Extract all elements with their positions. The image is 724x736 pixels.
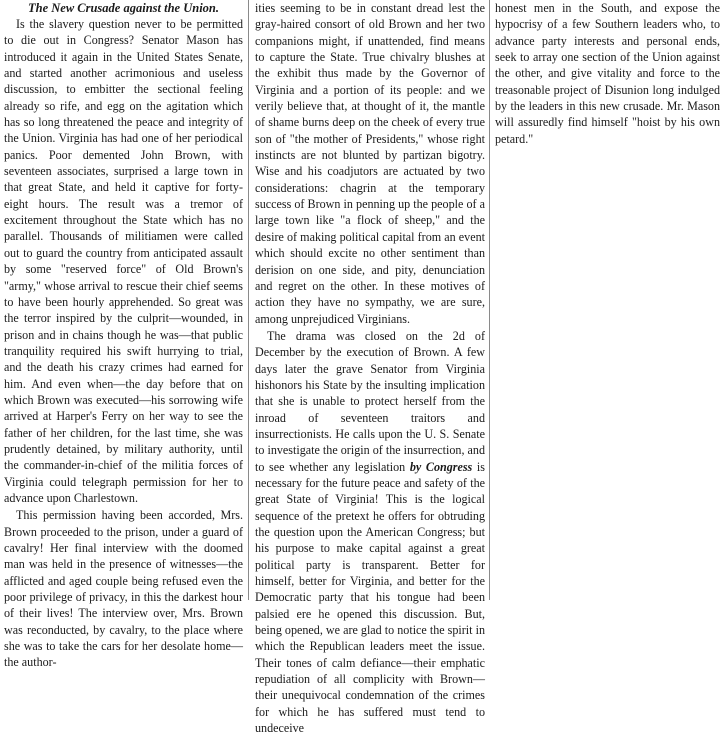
article-headline: The New Crusade against the Union. [27,1,219,15]
paragraph-4-text-a: The drama was closed on the 2d of December by the execution of Brown. A few days later the grave Senator from Virginia hishonors his State by the insulting implication that she is unable to protect herself from the inroad of seventeen traitors and insurrectionists. He calls upon the U. S. Senate to investigate the origin of the insurrection, and to see whether any legislation [255,328,485,474]
paragraph-1: Is the slavery question never to be permitted to die out in Congress? Senator Mason has introduced it again in the United States Senate, and started another acrimonious and useless discussion, to embitter the sectional feeling already so rife, and egg on the agitation which has so long threatened the peace and integrity of the Union. Virginia has had one of her periodical panics. Poor demented John Brown, with seventeen associates, surprised a large town in that great State, and held it captive for forty-eight hours. The result was a tremor of excitement throughout the State which has no parallel. Thousands of militiamen were called out to guard the country from anticipated assault by some "reserved force" of Old Brown's "army," whose arrival to rescue their chief seems to have been hourly apprehended. So great was the terror inspired by the culprit—wounded, in prison and in chains though he was—that public tranquility required his swift hurrying to trial, and the death his crazy crimes had earned for him. And even when—the day before that on which Brown was executed—his sorrowing wife arrived at Harper's Ferry on her way to see the father of her children, for the last time, she was prudently detained, by military authority, until the commander-in-chief of the militia forces of Virginia could telegraph permission for her to advance upon Charlestown. [4,17,243,505]
paragraph-2: This permission having been accorded, Mrs. Brown proceeded to the prison, under a guard of cavalry! Her final interview with the doomed man was held in the presence of witnesses—the afflicted and aged couple being refused even the poor privilege of privacy, in this the darkest hour of their lives! The interview over, Mrs. Brown was reconducted, by cavalry, to the place where she was to take the cars for her desolate home—the author- [4,508,243,670]
article-column-3 [495,0,720,146]
paragraph-4-text-b: is necessary for the future peace and safety of the great State of Virginia! This is the logical sequence of the pretext he offers for obtruding the question upon the American Congress; but his purpose to make capital against a great political party is transparent. Better for himself, better for Virginia, and better for the Democratic party that his tongue had been palsied ere he opened this discussion. But, being opened, we are glad to notice the spirit in which the Republican leaders meet the issue. Their tones of calm defiance—their emphatic repudiation of all complicity with Brown—their unequivocal condemnation of the crimes for which he has suffered must tend to undeceive [255,459,485,736]
paragraph-5: honest men in the South, and expose the hypocrisy of a few Southern leaders who, to advance party interests and personal ends, seek to array one section of the Union against the other, and give vitality and force to the treasonable project of Disunion long indulged by the leaders in this new crusade. Mr. Mason will assuredly find himself "hoist by his own petard." [495,1,720,146]
italic-phrase: by Congress [409,459,473,474]
column-rule-1 [248,0,249,600]
paragraph-3: ities seeming to be in constant dread lest the gray-haired consort of old Brown and her two companions might, if unattended, find means to capture the State. True chivalry blushes at the exhibit thus made by the Governor of Virginia and a portion of its people: and we verily believe that, at thought of it, the mantle of shame burns deep on the cheek of every true son of "the mother of Presidents," whose right instincts are not blunted by partizan bigotry. Wise and his coadjutors are actuated by two considerations: chagrin at the temporary success of Brown in penning up the people of a large town like "a flock of sheep," and the desire of making political capital from an event which should excite no other sentiment than derision on one side, and pity, denunciation and regret on the other. In these motives of action they have no sympathy, we are sure, among unprejudiced Virginians. [255,1,485,326]
paragraph-4 [255,328,485,736]
article-column-1 [4,16,243,670]
article-column-2 [255,0,485,736]
column-rule-2 [489,0,490,600]
